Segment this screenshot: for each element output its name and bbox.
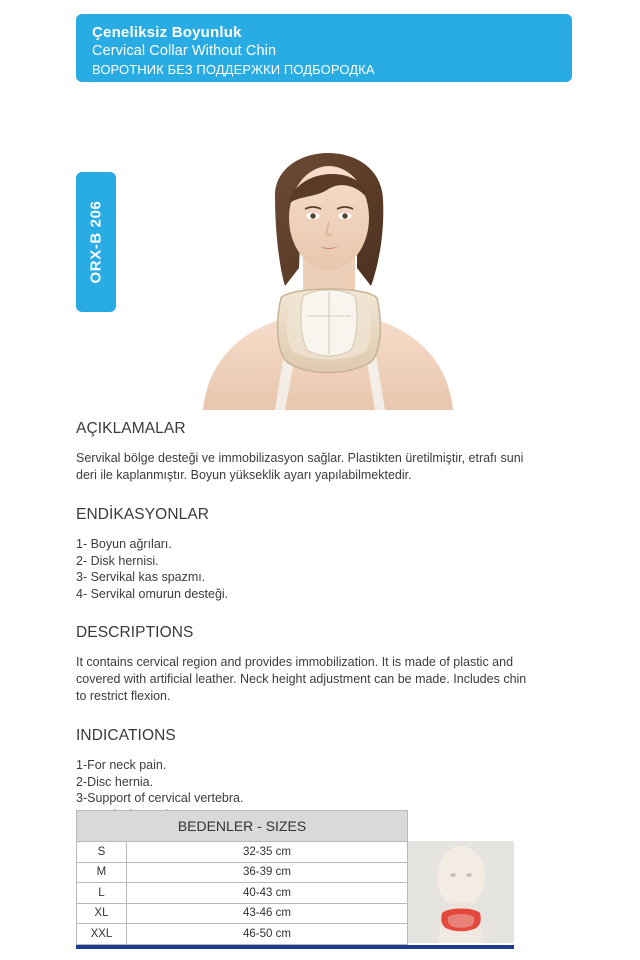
section-descriptions [76,624,576,705]
cell-size: L [77,883,127,904]
heading-aciklamalar: AÇIKLAMALAR [76,420,186,437]
cell-measure: 32-35 cm [126,842,407,863]
product-code-tab [76,172,116,312]
product-photo-illustration [185,100,470,410]
table-row [77,842,408,863]
cell-measure: 40-43 cm [126,883,407,904]
list-item: 1-For neck pain. [76,758,167,772]
heading-descriptions: DESCRIPTIONS [76,624,194,641]
cell-measure: 46-50 cm [126,924,407,945]
list-item: 2- Disk hernisi. [76,553,159,568]
mannequin-illustration [408,841,514,943]
mannequin-photo [408,841,514,943]
cell-size: S [77,842,127,863]
header-title-turkish: Çeneliksiz Boyunluk [92,24,242,41]
cell-measure: 43-46 cm [126,903,407,924]
cell-size: M [77,862,127,883]
table-row [77,903,408,924]
product-photo [185,100,470,410]
list-item: 2-Disc hernia. [76,774,154,789]
cell-size: XL [77,903,127,924]
section-indications [76,727,576,823]
heading-endikasyonlar: ENDİKASYONLAR [76,506,210,523]
header-title-russian: ВОРОТНИК БЕЗ ПОДДЕРЖКИ ПОДБОРОДКА [92,62,375,77]
cell-measure: 36-39 cm [126,862,407,883]
text-descriptions: It contains cervical region and provides immobilization. It is made of plastic and covered with artificial leather. Neck height adjustment can be made. Includes chin to restrict flexion. [76,655,527,703]
list-endikasyonlar [76,536,576,602]
text-aciklamalar: Servikal bölge desteği ve immobilizasyon sağlar. Plastikten üretilmiştir, etrafı suni deri ile kaplanmıştır. Boyun yükseklik ayarı yapılabilmektedir. [76,451,524,482]
list-item: 4- Servikal omurun desteği. [76,586,229,601]
table-row [77,883,408,904]
sizes-table [76,841,408,945]
table-row [77,924,408,945]
footer-bar [76,945,514,949]
header-title-english: Cervical Collar Without Chin [92,43,277,59]
table-row [77,862,408,883]
list-item: 1- Boyun ağrıları. [76,537,172,551]
section-aciklamalar [76,420,576,484]
list-item: 3- Servikal kas spazmı. [76,570,206,584]
list-item: 3-Support of cervical vertebra. [76,791,244,805]
cell-size: XXL [77,924,127,945]
product-code-label: ORX-B 206 [87,200,105,284]
header-banner [76,14,572,82]
description-content [76,420,576,845]
section-endikasyonlar [76,506,576,602]
heading-indications: INDICATIONS [76,727,176,744]
sizes-table-title: BEDENLER - SIZES [76,810,408,841]
